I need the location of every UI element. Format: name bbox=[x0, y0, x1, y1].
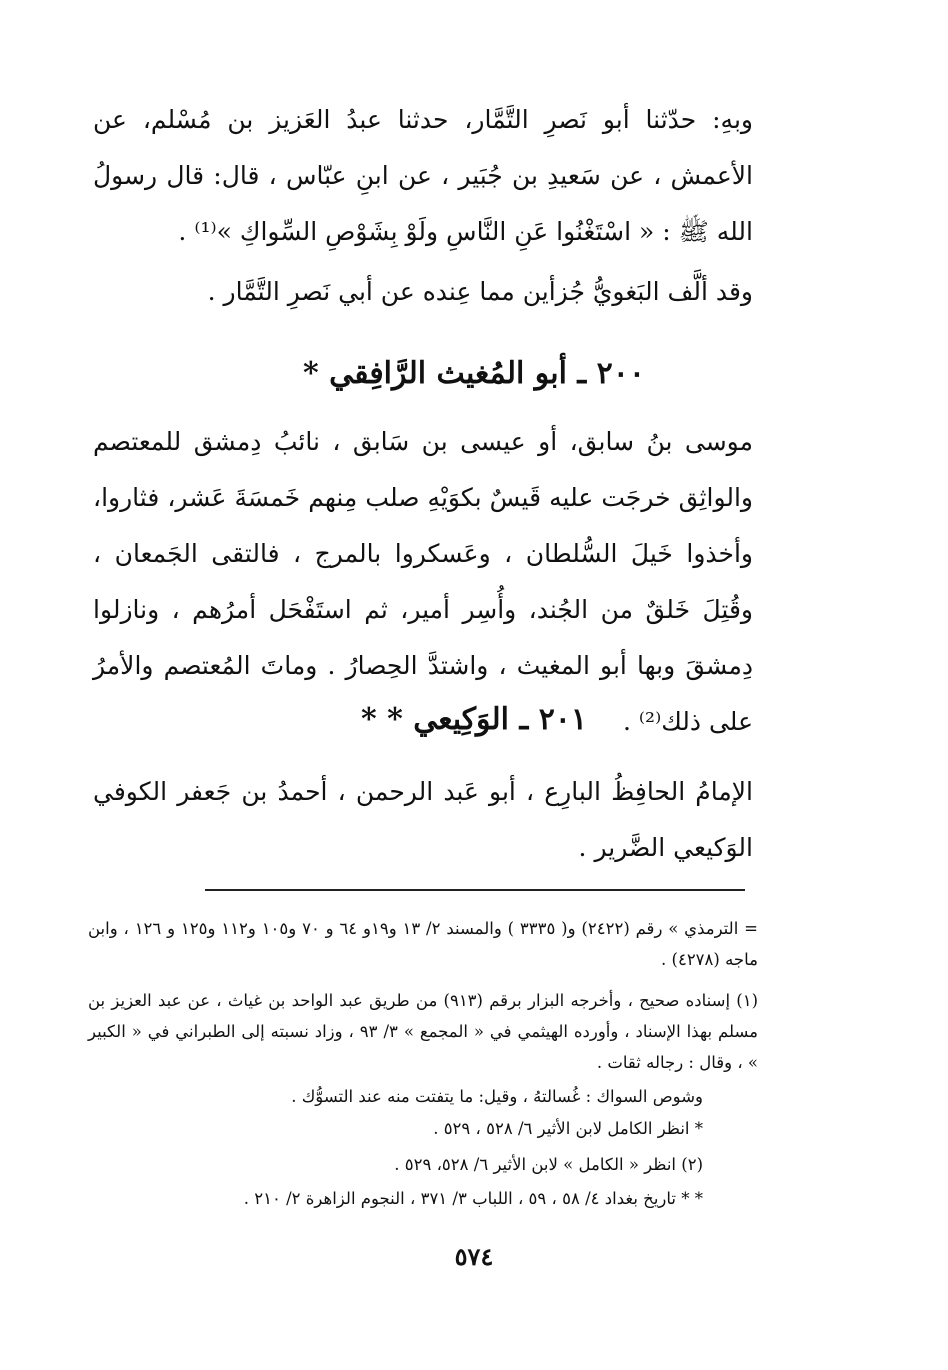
footnote-1: (١) إسناده صحيح ، وأخرجه البزار برقم (٩١٣) من طريق عبد الواحد بن غياث ، عن عبد العزيز بن مسلم بهذا الإسناد ، وأورده الهيثمي في « المجمع » ٣/ ٩٣ ، وزاد نسبته إلى الطبراني في « الكبير » ، وقال : رجاله ثقات . bbox=[88, 991, 759, 1072]
page-number: ٥٧٤ bbox=[454, 1242, 494, 1271]
entry-heading-201: ٢٠١ ـ الوَكِيعي * * bbox=[360, 702, 588, 737]
entry-heading-200: ٢٠٠ ـ أبو المُغيث الرَّافِقي * bbox=[303, 356, 645, 391]
footnote-2: (٢) انظر « الكامل » لابن الأثير ٦/ ٥٢٨، ٥٢٩ . bbox=[394, 1155, 703, 1174]
entry-201-biography: الإمامُ الحافِظُ البارِع ، أبو عَبد الرحمن ، أحمدُ بن جَعفر الكوفي الوَكيعي الضَّرير . bbox=[93, 777, 753, 862]
footnote-separator bbox=[205, 889, 745, 891]
footnote-star-200: * انظر الكامل لابن الأثير ٦/ ٥٢٨ ، ٥٢٩ . bbox=[433, 1119, 703, 1138]
baghawi-note-paragraph: وقد ألَّف البَغويُّ جُزأين مما عِنده عن أبي نَصرِ التَّمَّار . bbox=[207, 277, 753, 306]
footnote-star-201: * * تاريخ بغداد ٤/ ٥٨ ، ٥٩ ، اللباب ٣/ ٣٧١ ، النجوم الزاهرة ٢/ ٢١٠ . bbox=[243, 1189, 703, 1208]
hadith-paragraph: وبهِ: حدّثنا أبو نَصرِ التَّمَّار، حدثنا عبدُ العَزيز بن مُسْلم، عن الأعمش ، عن سَعيدِ بن جُبَير ، عن ابنِ عبّاس ، قال: قال رسولُ الله ﷺ : « اسْتَغْنُوا عَنِ النَّاسِ ولَوْ بِشَوْصِ السِّواكِ »⁽¹⁾ . bbox=[93, 105, 753, 246]
entry-200-biography: موسى بنُ سابق، أو عيسى بن سَابق ، نائبُ دِمشق للمعتصم والواثِق خرجَت عليه قَيسٌ بكوَيْهِ صلب مِنهم خَمسَةَ عَشر، فثاروا، وأخذوا خَيلَ السُّلطان ، وعَسكروا بالمرج ، فالتقى الجَمعان ، وقُتِلَ خَلقٌ من الجُند، وأُسِر أمير، ثم استَفْحَل أمرُهم ، ونازلوا دِمشقَ وبها أبو المغيث ، واشتدَّ الحِصارُ . وماتَ المُعتصم والأمرُ على ذلك⁽²⁾ . bbox=[93, 427, 753, 736]
footnote-shaws-definition: وشوص السواك : غُسالتهُ ، وقيل: ما يتفتت منه عند التسوُّك . bbox=[291, 1087, 703, 1106]
footnote-continued: = الترمذي » رقم (٢٤٢٢) و( ٣٣٣٥ ) والمسند ٢/ ١٣ و١٩و ٦٤ و ٧٠ و١٠٥ و١١٢ و١٢٥ و ١٢٦ ، وابن ماجه (٤٢٧٨) . bbox=[88, 919, 758, 969]
